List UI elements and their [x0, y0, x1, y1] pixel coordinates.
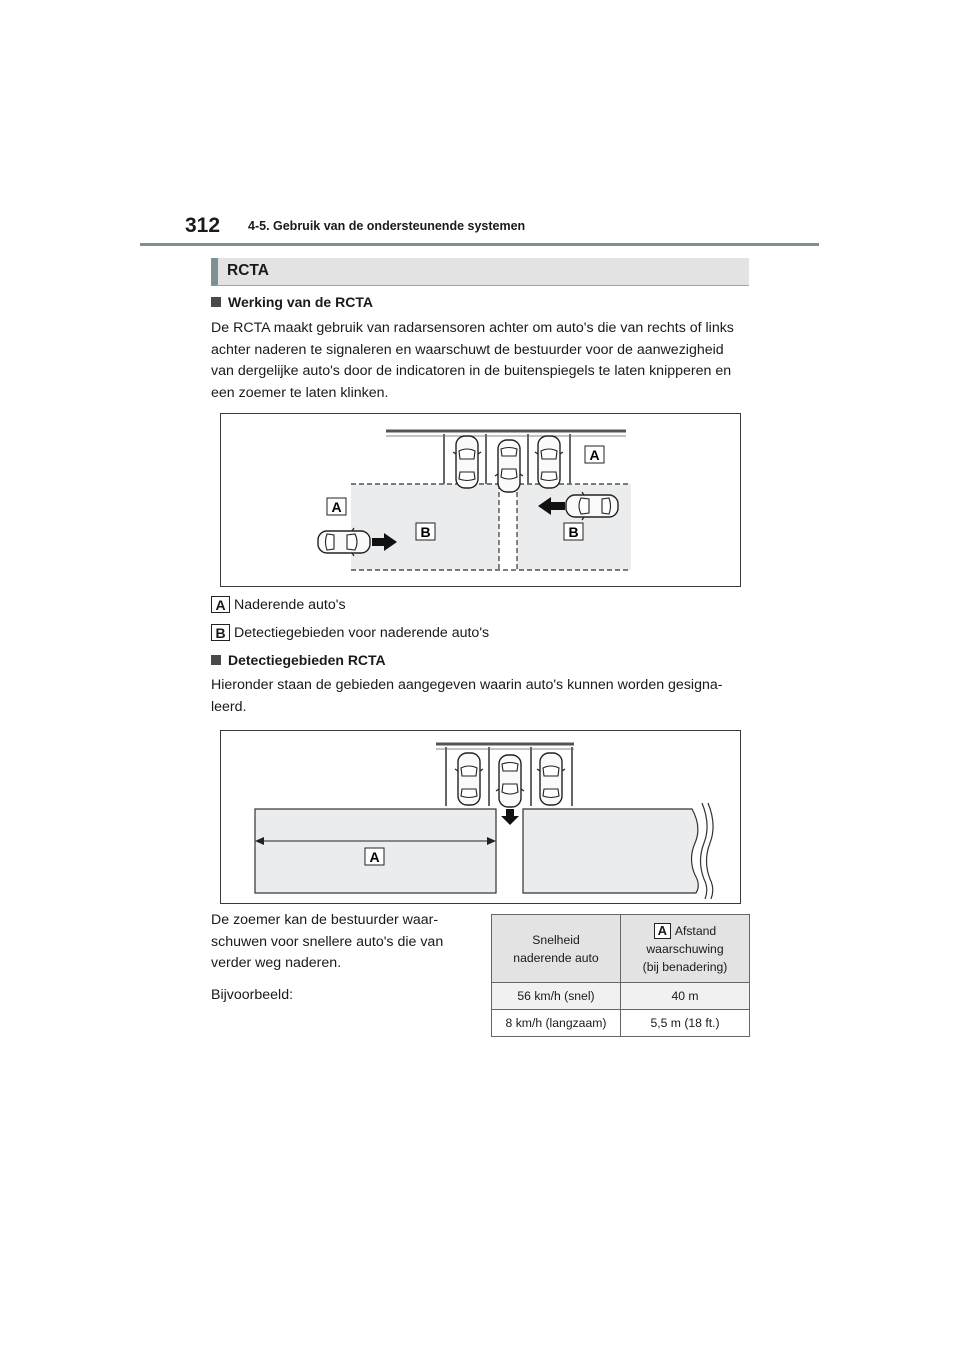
legend-letter-b: B — [211, 624, 230, 641]
svg-text:B: B — [568, 524, 579, 540]
header-line: (bij benadering) — [642, 959, 728, 974]
label-a-right — [585, 446, 604, 463]
subheading-detectie-text: Detectiegebieden RCTA — [228, 652, 386, 668]
label-b-left — [416, 523, 435, 540]
label-a-left — [327, 498, 346, 515]
subheading-detectie — [211, 652, 386, 668]
table-letter-a: A — [654, 923, 671, 939]
text-line: schuwen voor snellere auto's die van — [211, 933, 444, 950]
header-line: naderende auto — [513, 950, 599, 965]
header-rule — [140, 243, 819, 246]
page-title: RCTA — [227, 262, 269, 279]
legend-text-a: Naderende auto's — [234, 596, 346, 613]
section-header: 4-5. Gebruik van de ondersteunende systemen — [248, 219, 526, 233]
table-row — [492, 1010, 750, 1037]
text-line: een zoemer te laten klinken. — [211, 384, 389, 401]
table-row — [492, 983, 750, 1010]
header-line: waarschuwing — [646, 941, 724, 956]
subheading-werking-text: Werking van de RCTA — [228, 294, 373, 310]
figure-detection-areas — [220, 730, 741, 904]
paragraph-detectie — [211, 675, 751, 718]
legend-text-b: Detectiegebieden voor naderende auto's — [234, 624, 490, 641]
legend-item-a — [211, 596, 346, 613]
svg-text:A: A — [369, 849, 380, 865]
speed-distance-table — [491, 914, 750, 1037]
label-b-right — [564, 523, 583, 540]
text-line: leerd. — [211, 698, 247, 715]
text-line: Bijvoorbeeld: — [211, 986, 294, 1003]
table-header-speed — [492, 915, 621, 983]
header-line — [625, 922, 745, 940]
text-line: De RCTA maakt gebruik van radarsensoren achter om auto's die van rechts of links — [211, 320, 734, 336]
table-cell: 8 km/h (langzaam) — [492, 1010, 621, 1037]
paragraph-werking — [211, 318, 751, 404]
legend-item-b — [211, 624, 489, 641]
table-cell: 5,5 m (18 ft.) — [621, 1010, 750, 1037]
header-first-word: Afstand — [674, 923, 717, 938]
svg-text:A: A — [331, 499, 342, 515]
page-number: 312 — [185, 214, 221, 237]
svg-text:B: B — [420, 524, 431, 540]
text-line: achter naderen te signaleren en waarschuwt de bestuurder voor de aanwezigheid — [211, 341, 724, 358]
title-box — [211, 258, 749, 286]
table-cell: 40 m — [621, 983, 750, 1010]
paragraph-zoemer — [211, 910, 481, 1006]
bullet-square-icon — [211, 297, 221, 307]
detection-areas-illustration — [221, 731, 740, 903]
header-line: Snelheid — [532, 932, 580, 947]
text-line: De zoemer kan de bestuurder waar- — [211, 912, 439, 928]
table-header-distance — [621, 915, 750, 983]
text-line: van dergelijke auto's door de indicatoren in de buitenspiegels te laten knipperen en — [211, 363, 732, 379]
figure-rcta-operation — [220, 413, 741, 587]
svg-text:A: A — [589, 447, 600, 463]
label-a-distance — [365, 848, 384, 865]
subheading-werking — [211, 294, 373, 310]
table-cell: 56 km/h (snel) — [492, 983, 621, 1010]
text-line: Hieronder staan de gebieden aangegeven waarin auto's kunnen worden gesigna- — [211, 677, 723, 693]
rcta-operation-illustration — [221, 414, 740, 586]
legend-letter-a: A — [211, 596, 230, 613]
text-line: verder weg naderen. — [211, 955, 342, 971]
bullet-square-icon — [211, 655, 221, 665]
